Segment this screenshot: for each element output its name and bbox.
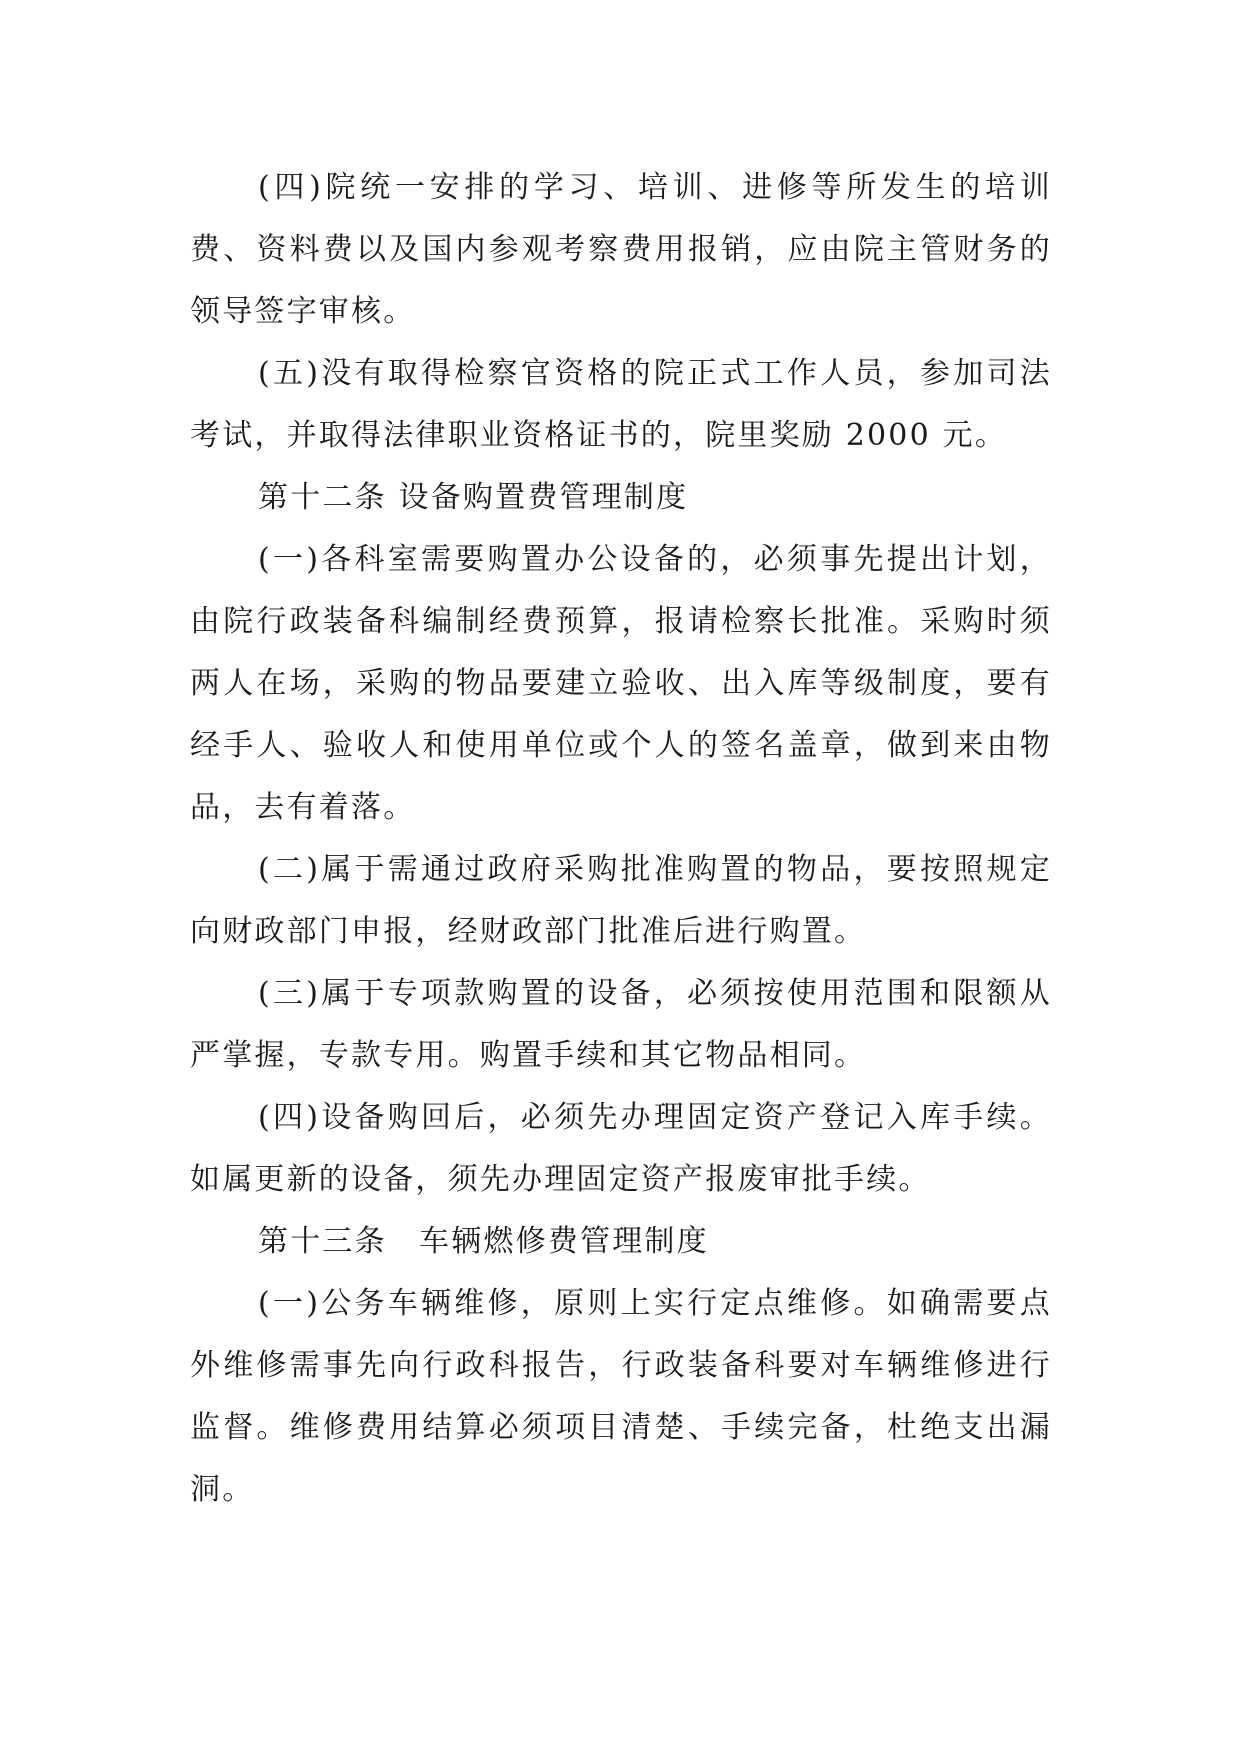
paragraph-training-expenses: (四)院统一安排的学习、培训、进修等所发生的培训费、资料费以及国内参观考察费用报销，应由院主管财务的领导签字审核。 xyxy=(190,170,1052,329)
paragraph-government-procurement: (二)属于需通过政府采购批准购置的物品，要按照规定向财政部门申报，经财政部门批准后进行购置。 xyxy=(190,852,1052,949)
paragraph-vehicle-repair: (一)公务车辆维修，原则上实行定点维修。如确需要点外维修需事先向行政科报告，行政装备科要对车辆维修进行监督。维修费用结算必须项目清楚、手续完备，杜绝支出漏洞。 xyxy=(190,1286,1052,1507)
paragraph-equipment-plan: (一)各科室需要购置办公设备的，必须事先提出计划，由院行政装备科编制经费预算，报请检察长批准。采购时须两人在场，采购的物品要建立验收、出入库等级制度，要有经手人、验收人和使用单位或个人的签名盖章，做到来由物品，去有着落。 xyxy=(190,542,1052,825)
document-body xyxy=(190,157,1052,1521)
paragraph-exam-reward: (五)没有取得检察官资格的院正式工作人员，参加司法考试，并取得法律职业资格证书的，院里奖励 2000 元。 xyxy=(190,356,1052,453)
article-13-heading: 第十三条 车辆燃修费管理制度 xyxy=(258,1224,709,1259)
paragraph-fixed-assets: (四)设备购回后，必须先办理固定资产登记入库手续。如属更新的设备，须先办理固定资产报废审批手续。 xyxy=(190,1100,1052,1197)
paragraph-special-funds: (三)属于专项款购置的设备，必须按使用范围和限额从严掌握，专款专用。购置手续和其它物品相同。 xyxy=(190,976,1052,1073)
article-12-heading: 第十二条 设备购置费管理制度 xyxy=(258,480,689,515)
